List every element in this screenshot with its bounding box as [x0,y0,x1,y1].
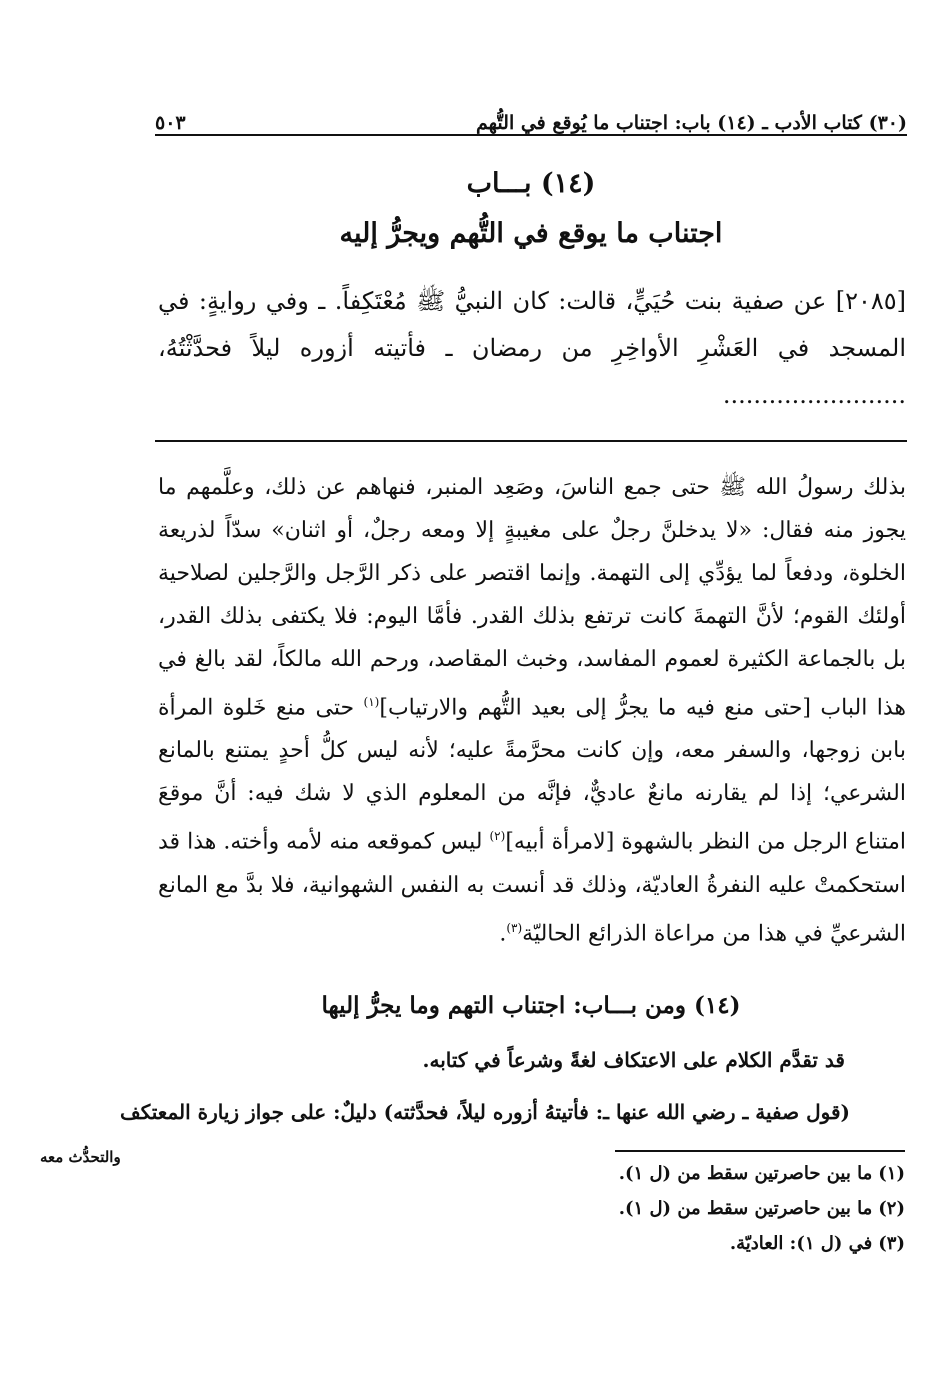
running-title: (٣٠) كتاب الأدب ـ (١٤) باب: اجتناب ما يُوقع في التُّهم [476,112,907,134]
side-note: والتحدُّث معه [40,1148,121,1166]
commentary-part-3: ليس كموقعه منه لأمه وأخته. هذا قد استحكمتْ عليه النفرةُ العاديّة، وذلك قد أنست به النفس الشهوانية، فلا بدَّ مع المانع الشرعيِّ في هذا من مراعاة الذرائع الحاليّة [158,829,906,946]
page-header [155,94,907,134]
footnote-rule [615,1150,905,1152]
chapter-title: اجتناب ما يوقع في التُّهم ويجرُّ إليه [339,218,723,249]
section2-title: (١٤) ومن بـــاب: اجتناب التهم وما يجرُّ إليها [321,992,741,1019]
section2-paragraph: قد تقدَّم الكلام على الاعتكاف لغةً وشرعاً في كتابه. [422,1048,845,1072]
commentary-text [158,466,906,955]
section-divider [155,440,907,442]
commentary-part-1: بذلك رسولُ الله ﷺ حتى جمع الناسَ، وصَعِد المنبر، فنهاهم عن ذلك، وعلَّمهم ما يجوز منه فقال: «لا يدخلنَّ رجلٌ على مغيبةٍ إلا ومعه رجلٌ، أو اثنان» سدّاً لذريعة الخلوة، ودفعاً لما يؤدِّي إلى التهمة. وإنما اقتصر على ذكر الرَّجل والرَّجلين لصلاحية أولئك القوم؛ لأنَّ التهمةَ كانت ترتفع بذلك القدر. فأمَّا اليوم: فلا يكتفى بذلك القدر، بل بالجماعة الكثيرة لعموم المفاسد، وخبث المقاصد، ورحم الله مالكاً، لقد بالغ في هذا الباب [حتى منع فيه ما يجرُّ إلى بعيد التُّهم والارتياب] [158,475,906,721]
commentary-part-2: حتى منع خَلوة المرأة بابن زوجها، والسفر معه، وإن كانت محرَّمةً عليه؛ لأنه ليس كلُّ أحدٍ يمتنع بالمانع الشرعي؛ إذا لم يقارنه مانعٌ عاديٌّ، فإنَّه من المعلوم الذي لا شك فيه: أنَّ موقعَ امتناع الرجل من النظر بالشهوة [لامرأة أبيه] [158,695,906,855]
hadith-text: [٢٠٨٥] عن صفية بنت حُيَيٍّ، قالت: كان النبيُّ ﷺ مُعْتَكِفاً. ـ وفي روايةٍ: في المسجد في العَشْرِ الأواخِرِ من رمضان ـ فأتيته أزوره ليلاً فحدَّثْتُهُ، ........................ [158,287,906,409]
footnote-1: (١)ما بين حاصرتين سقط من (ل ١). [618,1163,905,1184]
footnotes [500,1156,905,1261]
qawl-line: (قول صفية ـ رضي الله عنها ـ: فأتيتهُ أزوره ليلاً، فحدَّثته) دليلٌ: على جواز زيارة المعتكف [120,1100,850,1124]
footnote-ref-1: (١) [363,695,380,709]
footnote-ref-2: (٢) [489,829,506,844]
page-number: ٥٠٣ [155,112,186,134]
chapter-number: (١٤) بـــاب [466,168,596,199]
footnote-ref-3: (٣) [506,920,523,935]
header-rule [155,134,907,136]
footnote-3: (٣)في (ل ١): العاديّة. [729,1233,905,1254]
commentary-end: . [499,920,507,946]
footnote-2: (٢)ما بين حاصرتين سقط من (ل ١). [618,1198,905,1219]
